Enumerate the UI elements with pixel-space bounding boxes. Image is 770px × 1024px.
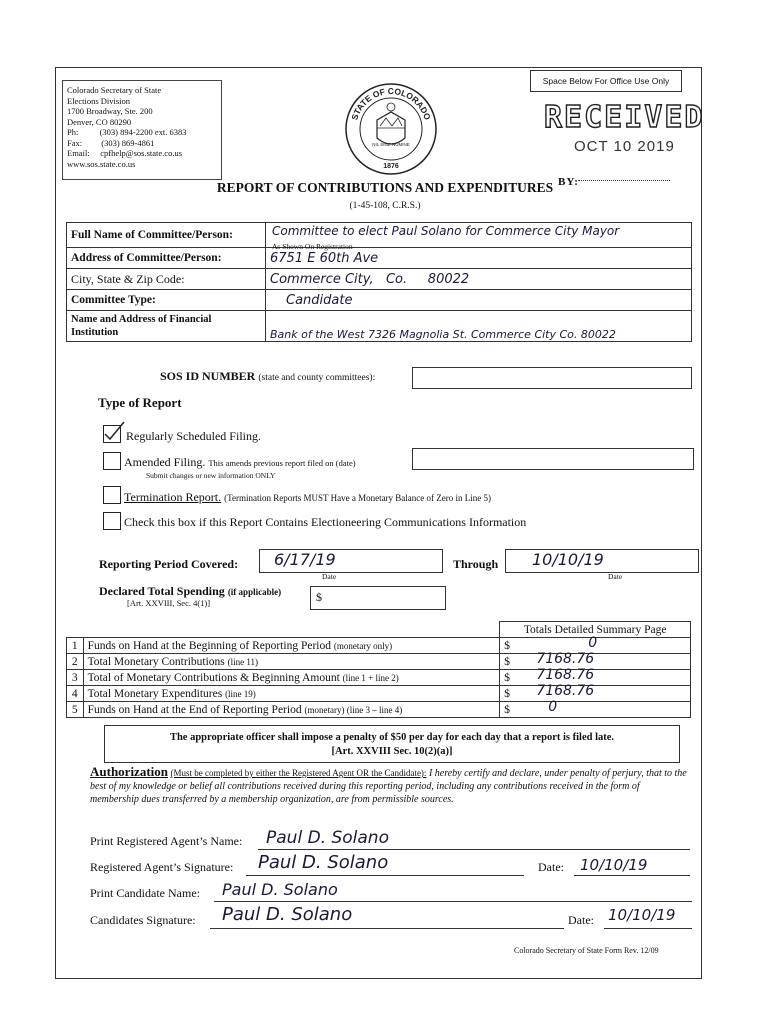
period-to-input[interactable] — [505, 549, 699, 573]
address-label: Address of Committee/Person: — [67, 248, 266, 269]
amended-note-2: Submit changes or new information ONLY — [146, 471, 276, 480]
row-note: (monetary) (line 3 – line 4) — [304, 704, 403, 715]
row-number: 5 — [67, 702, 84, 718]
row-amount-field[interactable] — [500, 667, 691, 686]
row-label — [83, 702, 500, 718]
bank-value: Bank of the West 7326 Magnolia St. Commerce City Co. 80022 — [270, 328, 616, 341]
svg-text:STATE OF COLORADO — [349, 86, 432, 122]
bank-label-line: Name and Address of Financial — [71, 314, 212, 325]
candidate-date-label: Date: — [568, 913, 594, 927]
row-amount-field[interactable] — [500, 635, 691, 654]
sos-id-input[interactable] — [412, 367, 692, 389]
address-line: Elections Division — [67, 95, 131, 106]
summary-row — [67, 702, 691, 718]
authorization-block — [90, 765, 690, 806]
row-note: (line 1 + line 2) — [342, 672, 399, 683]
committee-info-table — [66, 222, 692, 342]
row-currency: $ — [504, 655, 511, 668]
row-label — [83, 686, 500, 702]
address-line: Email: cpfhelp@sos.state.co.us — [67, 148, 182, 158]
amended-filing-label — [124, 455, 356, 470]
row-label-text: Funds on Hand at the Beginning of Reporting Period — [87, 639, 331, 652]
summary-table — [66, 621, 691, 718]
address-line: Fax: (303) 869-4861 — [67, 137, 155, 148]
name-note: As Shown On Registration — [272, 242, 353, 251]
summary-spacer — [67, 622, 500, 638]
row-label-text: Total Monetary Contributions — [87, 655, 225, 668]
address-line: 1700 Broadway, Ste. 200 — [67, 106, 153, 116]
state-seal-icon — [344, 82, 438, 176]
row-number: 4 — [67, 686, 84, 702]
agent-date-value: 10/10/19 — [580, 856, 648, 874]
name-value: Committee to elect Paul Solano for Commerce City Mayor — [272, 224, 620, 238]
row-amount: 0 — [588, 635, 598, 651]
amended-note: This amends previous report filed on (date) — [208, 458, 356, 468]
agent-name-label: Print Registered Agent’s Name: — [90, 834, 243, 848]
period-to-value: 10/10/19 — [532, 550, 604, 569]
city-field[interactable] — [266, 269, 692, 290]
candidate-sig-label: Candidates Signature: — [90, 913, 196, 927]
address-line: www.sos.state.co.us — [67, 158, 136, 169]
stamp-date: OCT 10 2019 — [574, 138, 675, 155]
summary-row — [67, 654, 691, 670]
seal-year: 1876 — [383, 163, 399, 170]
row-number: 3 — [67, 670, 84, 686]
amended-title: Amended Filing. — [124, 455, 206, 469]
form-title: REPORT OF CONTRIBUTIONS AND EXPENDITURES — [216, 180, 554, 195]
summary-row — [67, 638, 691, 654]
bank-label-line: Institution — [71, 327, 119, 338]
row-label — [83, 670, 500, 686]
reporting-period-label: Reporting Period Covered: — [99, 557, 239, 571]
spending-note: (if applicable) — [227, 587, 282, 597]
authorization-small: (Must be completed by either the Registered Agent OR the Candidate): — [170, 768, 427, 778]
row-amount: 7168.76 — [536, 667, 595, 683]
form-footer: Colorado Secretary of State Form Rev. 12/09 — [514, 946, 659, 955]
agent-sig-value: Paul D. Solano — [258, 852, 389, 873]
address-line: Colorado Secretary of State — [67, 85, 162, 95]
summary-row — [67, 670, 691, 686]
penalty-line-2: [Art. XXVIII Sec. 10(2)(a)] — [331, 746, 453, 757]
date-caption: Date — [322, 572, 337, 581]
termination-checkbox[interactable] — [103, 486, 121, 504]
candidate-sig-line[interactable] — [210, 928, 564, 929]
summary-row — [67, 686, 691, 702]
row-label-text: Total of Monetary Contributions & Beginning Amount — [87, 671, 340, 684]
report-type-heading: Type of Report — [98, 395, 182, 410]
electioneering-checkbox[interactable] — [103, 512, 121, 530]
row-label — [83, 638, 500, 654]
row-amount-field[interactable] — [500, 651, 691, 670]
received-stamp — [544, 100, 705, 170]
row-number: 1 — [67, 638, 84, 654]
authorization-text: I hereby certify and declare, under penalty of perjury, that to the best of my knowledge or belief all contributions received during this reporting period, including any contributions received in the form of membership dues transferred by a membership organization, are from permissible sources. — [90, 768, 687, 805]
bank-field[interactable] — [266, 311, 692, 342]
row-currency: $ — [504, 703, 511, 716]
period-from-input[interactable] — [259, 549, 443, 573]
row-currency: $ — [504, 671, 511, 684]
type-label: Committee Type: — [67, 290, 266, 311]
declared-spending-input[interactable] — [310, 586, 446, 610]
spending-currency: $ — [316, 590, 322, 604]
candidate-sig-value: Paul D. Solano — [222, 904, 353, 925]
date-caption: Date — [608, 572, 623, 581]
spending-title: Declared Total Spending — [99, 584, 225, 598]
candidate-name-value: Paul D. Solano — [222, 880, 338, 899]
row-amount-field[interactable] — [500, 683, 691, 702]
amended-date-input[interactable] — [412, 448, 694, 470]
office-use-label: Space Below For Office Use Only — [530, 70, 682, 92]
address-field[interactable] — [266, 248, 692, 269]
sos-id-title: SOS ID NUMBER — [160, 369, 256, 383]
row-amount-field[interactable] — [500, 699, 691, 718]
row-label-text: Funds on Hand at the End of Reporting Period — [87, 703, 302, 716]
form-statute: (1-45-108, C.R.S.) — [349, 201, 421, 211]
stamp-by: BY: — [558, 176, 579, 188]
period-from-value: 6/17/19 — [274, 550, 336, 569]
termination-title: Termination Report. — [124, 490, 222, 504]
row-amount: 7168.76 — [536, 651, 595, 667]
agent-date-label: Date: — [538, 860, 564, 874]
seal-top-text: STATE OF COLORADO — [349, 85, 433, 122]
amended-filing-checkbox[interactable] — [103, 452, 121, 470]
seal-motto: NIL SINE NUMINE — [372, 142, 410, 147]
city-value: Commerce City, Co. 80022 — [270, 271, 470, 287]
row-currency: $ — [504, 687, 511, 700]
city-label: City, State & Zip Code: — [67, 269, 266, 290]
penalty-line-1: The appropriate officer shall impose a penalty of $50 per day for each day that a report is filed late. — [169, 732, 615, 743]
penalty-notice — [104, 725, 680, 763]
row-note: (line 11) — [227, 656, 259, 667]
agent-sig-label: Registered Agent’s Signature: — [90, 860, 234, 874]
name-label: Full Name of Committee/Person: — [67, 223, 266, 248]
address-line: Ph: (303) 894-2200 ext. 6383 — [67, 127, 187, 137]
address-value: 6751 E 60th Ave — [270, 250, 379, 266]
spending-article: [Art. XXVIII, Sec. 4(1)] — [127, 598, 211, 608]
candidate-date-value: 10/10/19 — [608, 906, 676, 924]
row-amount: 7168.76 — [536, 683, 595, 699]
row-amount: 0 — [548, 699, 558, 715]
regular-filing-checkbox[interactable] — [103, 425, 121, 443]
candidate-name-line[interactable] — [214, 901, 692, 902]
sos-id-note: (state and county committees): — [258, 373, 376, 383]
candidate-date-line[interactable] — [604, 928, 692, 929]
through-label: Through — [453, 557, 499, 571]
authorization-heading: Authorization — [90, 764, 168, 779]
agent-name-value: Paul D. Solano — [266, 828, 389, 848]
row-label-text: Total Monetary Expenditures — [87, 687, 223, 700]
summary-header: Totals Detailed Summary Page — [500, 622, 691, 638]
agent-date-line[interactable] — [574, 875, 690, 876]
termination-label — [124, 490, 491, 505]
regular-filing-label: Regularly Scheduled Filing. — [126, 429, 261, 443]
row-note: (monetary only) — [333, 640, 393, 651]
type-field[interactable] — [266, 290, 692, 311]
agent-sig-line[interactable] — [246, 875, 524, 876]
declared-spending-label — [99, 584, 281, 599]
name-field[interactable] — [266, 223, 692, 251]
sos-address-box — [62, 80, 222, 180]
agent-name-line[interactable] — [258, 849, 690, 850]
candidate-name-label: Print Candidate Name: — [90, 886, 200, 900]
address-line: Denver, CO 80290 — [67, 116, 132, 127]
bank-label — [67, 311, 266, 342]
type-value: Candidate — [286, 292, 353, 308]
termination-note: (Termination Reports MUST Have a Monetary Balance of Zero in Line 5) — [224, 493, 492, 503]
row-note: (line 19) — [225, 688, 256, 699]
row-currency: $ — [504, 639, 511, 652]
electioneering-label: Check this box if this Report Contains Electioneering Communications Information — [124, 515, 527, 529]
stamp-word: RECEIVED — [544, 100, 705, 135]
check-mark-icon — [103, 420, 125, 442]
sos-id-label — [160, 369, 375, 384]
row-label — [83, 654, 500, 670]
row-number: 2 — [67, 654, 84, 670]
